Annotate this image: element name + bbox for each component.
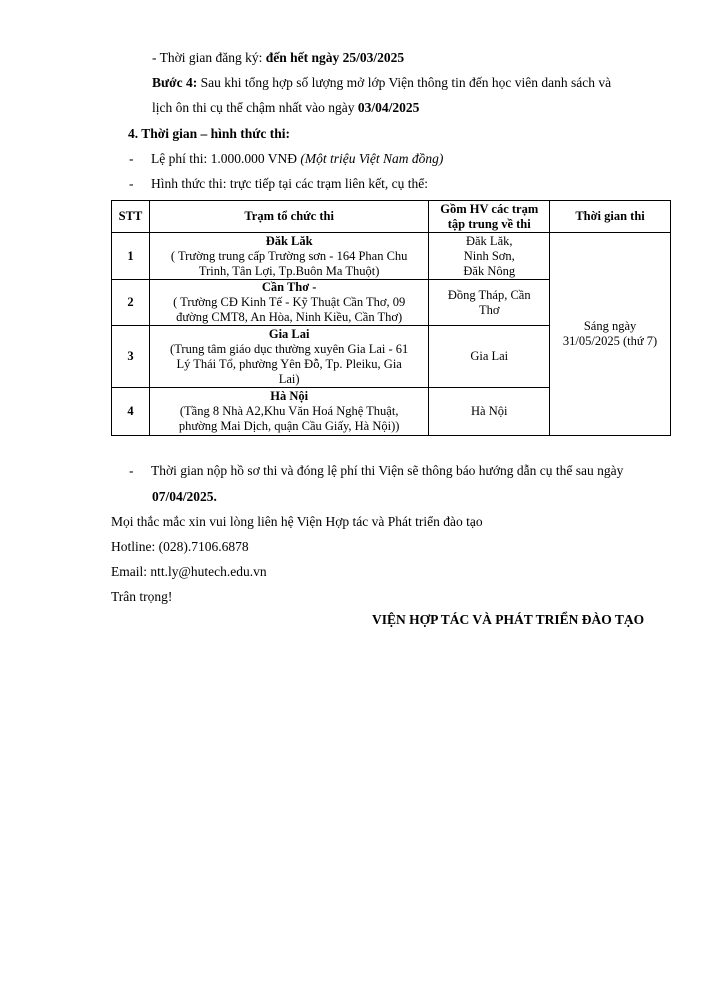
group-cell	[429, 280, 550, 326]
table-header-row	[112, 201, 671, 233]
bullet-exam-format	[129, 176, 429, 192]
station-address-line: (Tầng 8 Nhà A2,Khu Văn Hoá Nghệ Thuật,	[179, 404, 399, 418]
fee-text: Lệ phí thi: 1.000.000 VNĐ	[151, 151, 301, 166]
submission-notice-text: Thời gian nộp hồ sơ thi và đóng lệ phí thi Viện sẽ thông báo hướng dẫn cụ thể sau ngày	[151, 463, 624, 478]
exam-stations-table	[111, 200, 671, 436]
station-cell	[149, 280, 428, 326]
step4-label: Bước 4:	[152, 75, 198, 90]
bullet-dash: -	[129, 176, 134, 191]
station-address-line: (Trung tâm giáo dục thường xuyên Gia Lai - 61	[170, 341, 409, 356]
section4-heading: 4. Thời gian – hình thức thi:	[128, 126, 290, 141]
exam-format-text: Hình thức thi: trực tiếp tại các trạm liên kết, cụ thể:	[151, 176, 429, 191]
bullet-dash: -	[129, 463, 134, 478]
station-cell	[149, 388, 428, 436]
inquiry-line: Mọi thắc mắc xin vui lòng liên hệ Viện Hợp tác và Phát triển đào tạo	[111, 514, 483, 529]
station-address-line: Lý Thái Tổ, phường Yên Đỗ, Tp. Pleiku, Gia	[176, 356, 402, 371]
step4-line2-prefix: lịch ôn thi cụ thể chậm nhất vào ngày	[152, 100, 358, 115]
email: Email: ntt.ly@hutech.edu.vn	[111, 564, 267, 579]
regards: Trân trọng!	[111, 589, 173, 604]
group-cell	[429, 326, 550, 388]
station-address-line: Lai)	[278, 371, 300, 386]
group-cell	[429, 233, 550, 280]
row-stt: 2	[112, 280, 150, 326]
exam-time-cell	[550, 233, 671, 436]
step4-text: Sau khi tổng hợp số lượng mở lớp Viện thông tin đến học viên danh sách và	[197, 75, 612, 90]
station-address-line: phường Mai Dịch, quận Cầu Giấy, Hà Nội))	[178, 419, 400, 433]
station-cell	[149, 233, 428, 280]
header-group-line: Gồm HV các trạm	[440, 201, 539, 216]
group-line: Thơ	[478, 302, 500, 317]
row-stt: 4	[112, 388, 150, 436]
header-group	[429, 201, 550, 233]
submission-notice-date: 07/04/2025.	[152, 489, 217, 504]
station-address-line: Trinh, Tân Lợi, Tp.Buôn Ma Thuột)	[198, 263, 380, 278]
group-cell	[429, 388, 550, 436]
signature-org: VIỆN HỢP TÁC VÀ PHÁT TRIỂN ĐÀO TẠO	[372, 612, 645, 627]
station-name: Cần Thơ -	[261, 280, 317, 294]
station-address-line: ( Trường trung cấp Trường sơn - 164 Phan Chu	[170, 248, 408, 263]
hotline: Hotline: (028).7106.6878	[111, 539, 249, 554]
header-stt: STT	[112, 201, 150, 233]
row-stt: 3	[112, 326, 150, 388]
step4-line2	[152, 100, 419, 116]
group-line: Đăk Lăk,	[465, 233, 513, 248]
station-name: Gia Lai	[268, 326, 310, 341]
exam-time-line: 31/05/2025 (thứ 7)	[562, 334, 658, 348]
registration-time-prefix: - Thời gian đăng ký:	[152, 50, 266, 65]
group-line: Hà Nội	[471, 404, 508, 418]
exam-time-line: Sáng ngày	[583, 319, 637, 333]
header-time: Thời gian thi	[550, 201, 671, 233]
station-address-line: ( Trường CĐ Kinh Tế - Kỹ Thuật Cần Thơ, 09	[173, 295, 406, 309]
bullet-dash: -	[129, 151, 134, 166]
registration-deadline: đến hết ngày 25/03/2025	[265, 50, 405, 65]
group-line: Đồng Tháp, Cần	[447, 287, 531, 302]
bullet-fee	[129, 151, 444, 167]
station-address-line: đường CMT8, An Hòa, Ninh Kiều, Cần Thơ)	[176, 310, 403, 324]
table-row	[112, 233, 671, 280]
registration-time-line	[152, 50, 404, 66]
group-line: Ninh Sơn,	[463, 248, 515, 263]
submission-notice	[129, 463, 624, 479]
header-group-line: tập trung về thi	[447, 216, 531, 231]
group-line: Đăk Nông	[463, 263, 516, 278]
header-station: Trạm tổ chức thi	[149, 201, 428, 233]
station-cell	[149, 326, 428, 388]
station-name: Hà Nội	[270, 389, 309, 403]
group-line: Gia Lai	[470, 349, 509, 363]
fee-in-words: (Một triệu Việt Nam đồng)	[300, 151, 444, 166]
step4-line	[152, 75, 611, 91]
station-name: Đăk Lăk	[265, 233, 313, 248]
row-stt: 1	[112, 233, 150, 280]
step4-deadline: 03/04/2025	[357, 100, 420, 115]
